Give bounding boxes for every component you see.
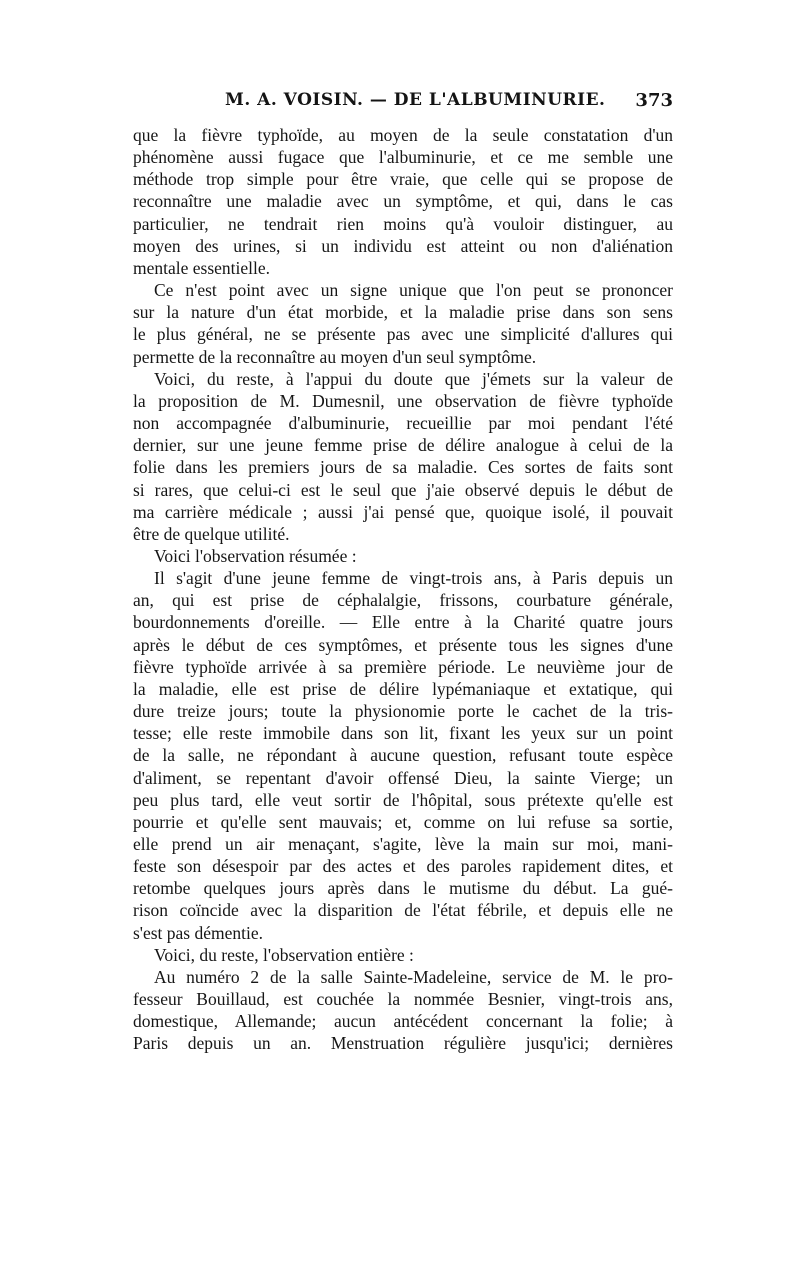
- text-line: dure treize jours; toute la physionomie porte le cachet de la tris-: [133, 701, 673, 722]
- text-line: de la salle, ne répondant à aucune question, refusant toute espèce: [133, 745, 673, 766]
- page-number: 373: [635, 90, 673, 111]
- text-line: Paris depuis un an. Menstruation régulière jusqu'ici; dernières: [133, 1033, 673, 1054]
- text-line: que la fièvre typhoïde, au moyen de la seule constatation d'un: [133, 125, 673, 145]
- text-line: pourrie et qu'elle sent mauvais; et, comme on lui refuse sa sortie,: [133, 811, 673, 832]
- text-line: après le début de ces symptômes, et présente tous les signes d'une: [133, 634, 673, 655]
- text-line: reconnaître une maladie avec un symptôme, et qui, dans le cas: [133, 191, 673, 212]
- text-line: mentale essentielle.: [133, 257, 271, 278]
- text-line: elle prend un air menaçant, s'agite, lève la main sur moi, mani-: [133, 834, 673, 854]
- text-line: être de quelque utilité.: [133, 523, 290, 544]
- text-line: Au numéro 2 de la salle Sainte-Madeleine, service de M. le pro-: [154, 966, 673, 987]
- text-line: rison coïncide avec la disparition de l'état fébrile, et depuis elle ne: [133, 900, 673, 921]
- text-line: fièvre typhoïde arrivée à sa première période. Le neuvième jour de: [133, 656, 673, 677]
- text-line: peu plus tard, elle veut sortir de l'hôpital, sous prétexte qu'elle est: [133, 789, 673, 810]
- text-line: méthode trop simple pour être vraie, que celle qui se propose de: [133, 169, 673, 190]
- text-line: Ce n'est point avec un signe unique que l'on peut se prononcer: [154, 280, 673, 301]
- text-line: non accompagnée d'albuminurie, recueillie par moi pendant l'été: [133, 413, 673, 434]
- text-line: particulier, ne tendrait rien moins qu'à vouloir distinguer, au: [133, 213, 673, 234]
- text-line: dernier, sur une jeune femme prise de délire analogue à celui de la: [133, 435, 673, 456]
- text-line: permette de la reconnaître au moyen d'un seul symptôme.: [133, 346, 537, 367]
- text-line: phénomène aussi fugace que l'albuminurie, et ce me semble une: [133, 147, 673, 168]
- body-text: [133, 124, 673, 1055]
- text-line: tesse; elle reste immobile dans son lit, fixant les yeux sur un point: [133, 723, 673, 744]
- text-line: si rares, que celui-ci est le seul que j'aie observé depuis le début de: [133, 479, 673, 500]
- text-line: la maladie, elle est prise de délire lypémaniaque et extatique, qui: [133, 678, 673, 699]
- text-line: Voici, du reste, à l'appui du doute que j'émets sur la valeur de: [154, 368, 673, 389]
- text-line: bourdonnements d'oreille. — Elle entre à la Charité quatre jours: [133, 612, 673, 633]
- text-line: sur la nature d'un état morbide, et la maladie prise dans son sens: [133, 302, 673, 323]
- text-line: la proposition de M. Dumesnil, une observation de fièvre typhoïde: [133, 390, 673, 411]
- text-line: s'est pas démentie.: [133, 922, 263, 943]
- text-line: moyen des urines, si un individu est atteint ou non d'aliénation: [133, 235, 673, 256]
- text-line: fesseur Bouillaud, est couchée la nommée Besnier, vingt-trois ans,: [133, 989, 673, 1010]
- text-line: Voici l'observation résumée :: [154, 545, 357, 566]
- text-line: an, qui est prise de céphalalgie, frissons, courbature générale,: [133, 590, 673, 611]
- running-title: M. A. VOISIN. — DE L'ALBUMINURIE.: [225, 90, 606, 110]
- text-line: Il s'agit d'une jeune femme de vingt-trois ans, à Paris depuis un: [154, 568, 673, 589]
- running-head: [133, 90, 673, 116]
- text-line: ma carrière médicale ; aussi j'ai pensé que, quoique isolé, il pouvait: [133, 501, 673, 522]
- text-line: domestique, Allemande; aucun antécédent concernant la folie; à: [133, 1011, 673, 1032]
- text-line: folie dans les premiers jours de sa maladie. Ces sortes de faits sont: [133, 457, 673, 478]
- text-line: Voici, du reste, l'observation entière :: [154, 944, 414, 965]
- text-line: retombe quelques jours après dans le mutisme du début. La gué-: [133, 878, 673, 899]
- text-line: d'aliment, se repentant d'avoir offensé Dieu, la sainte Vierge; un: [133, 767, 673, 788]
- text-line: feste son désespoir par des actes et des paroles rapidement dites, et: [133, 856, 673, 877]
- text-line: le plus général, ne se présente pas avec une simplicité d'allures qui: [133, 324, 673, 345]
